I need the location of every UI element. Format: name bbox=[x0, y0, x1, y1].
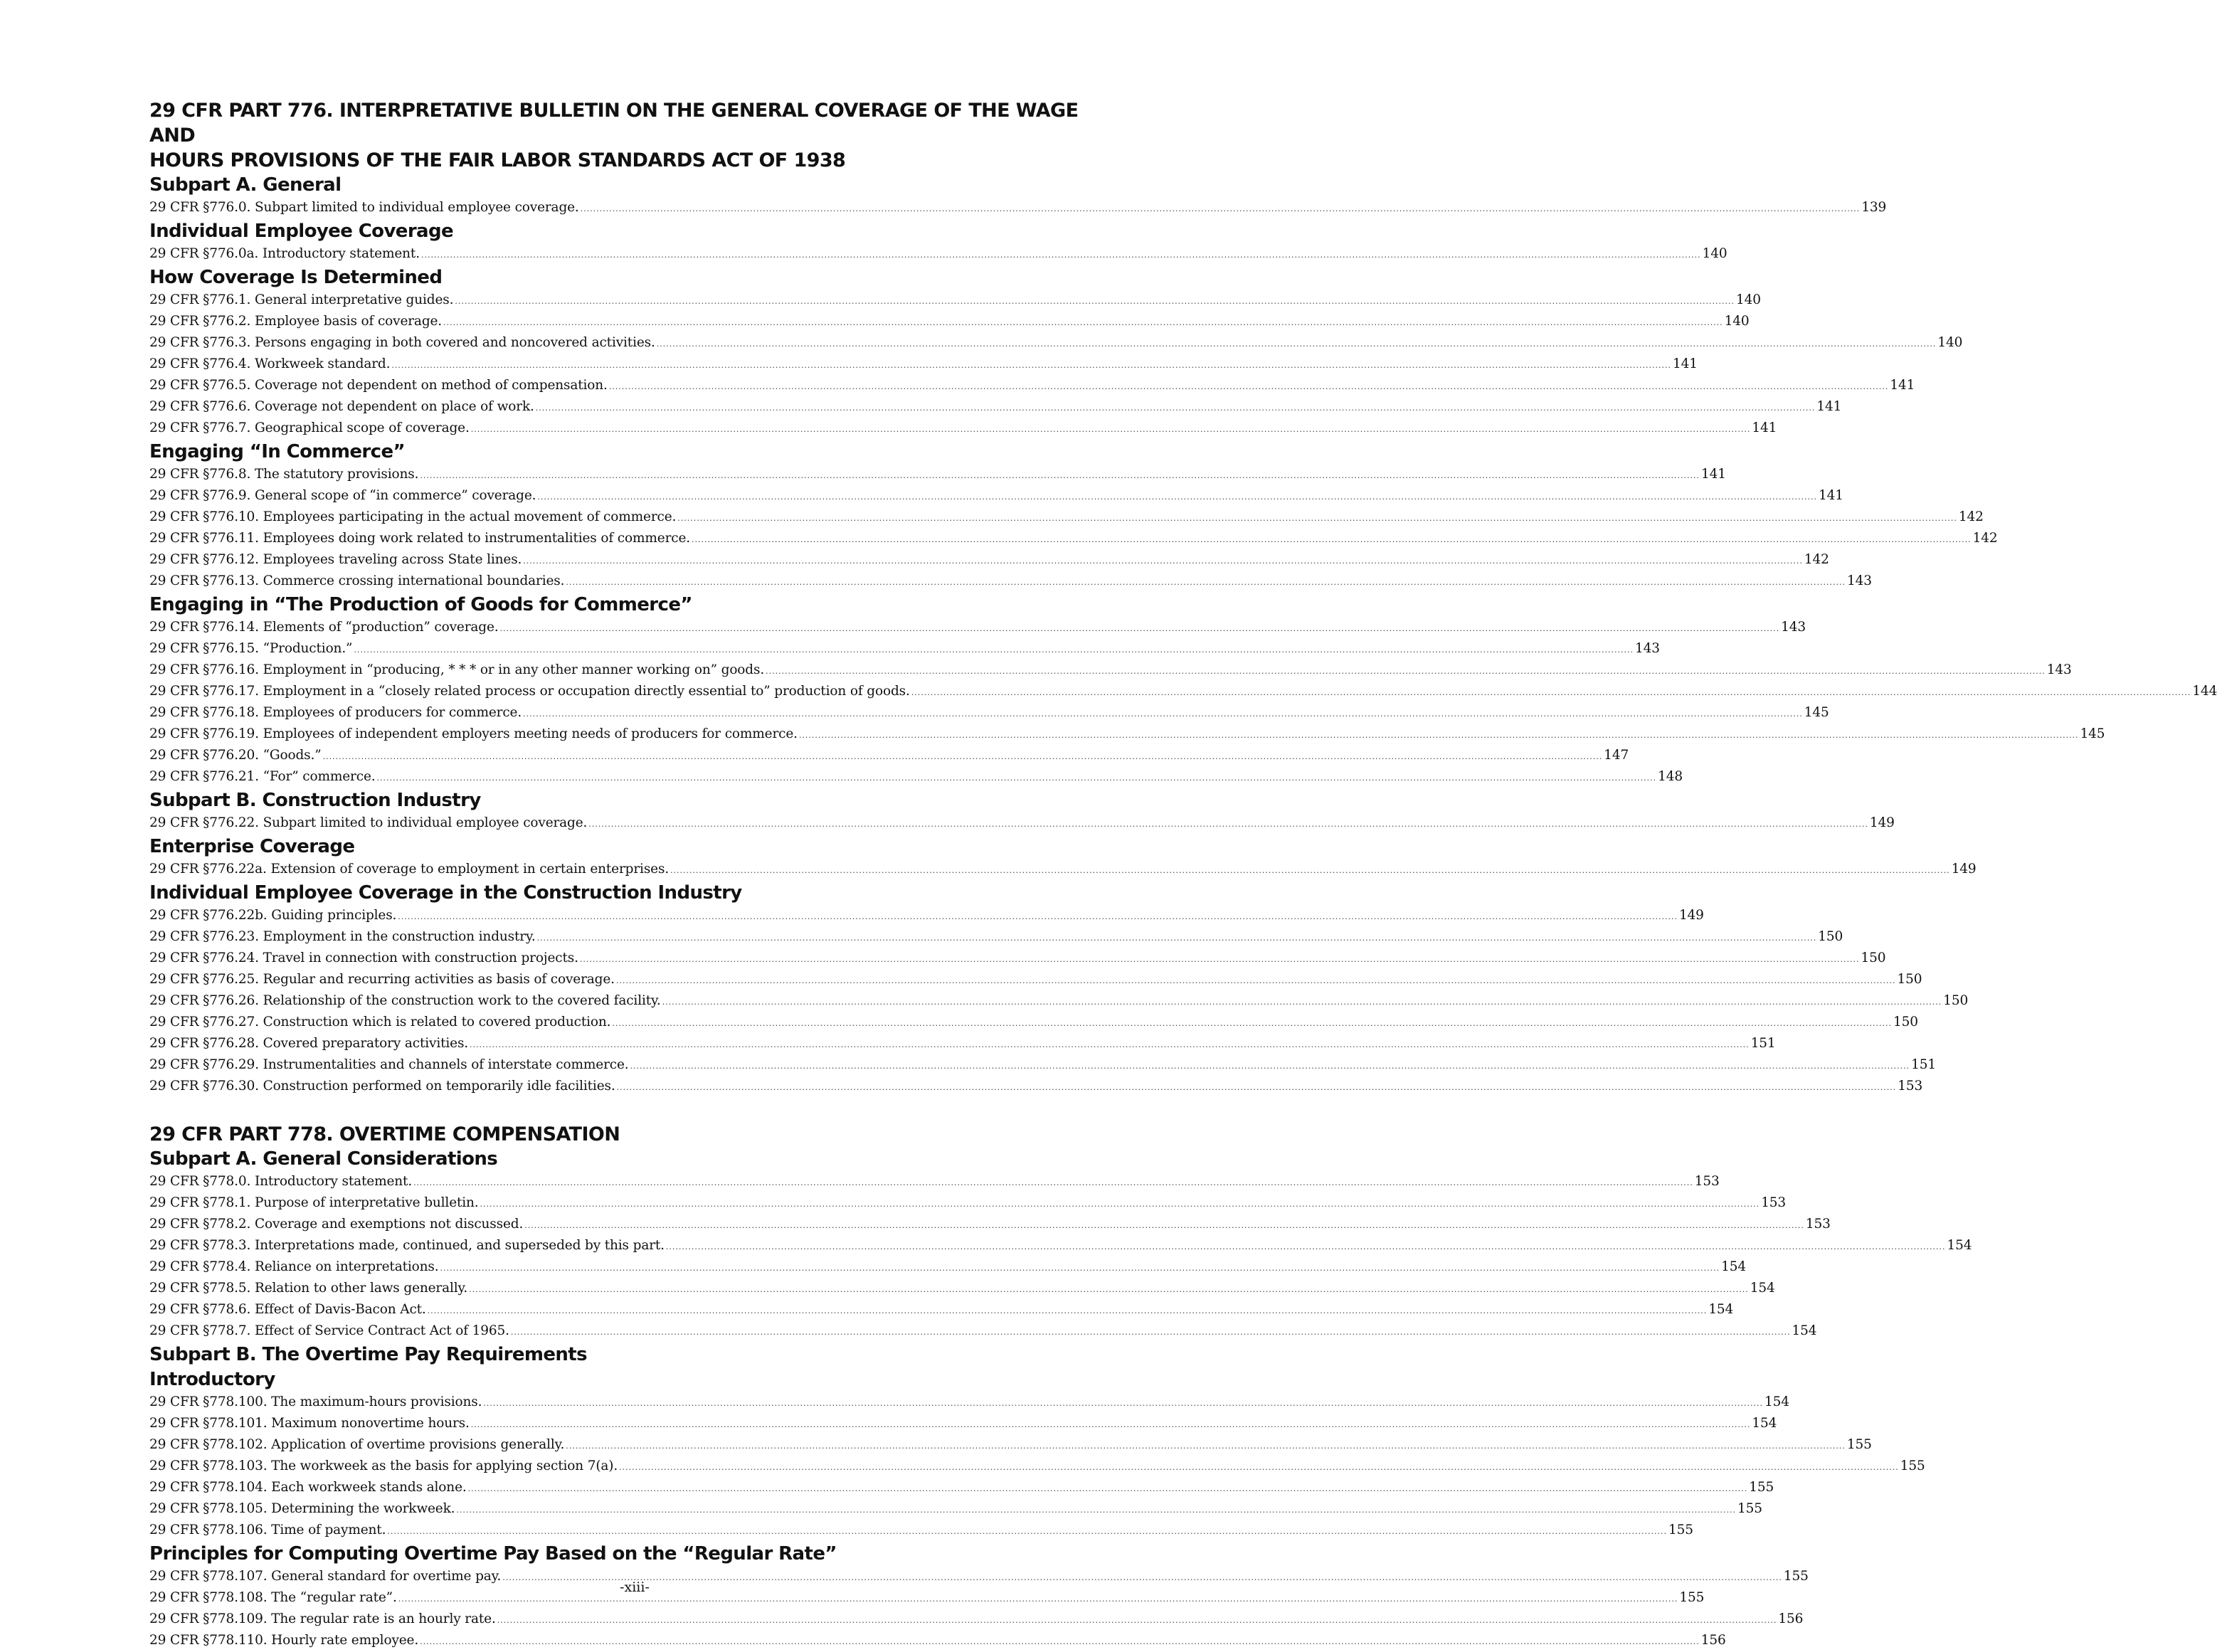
section-heading: Engaging “In Commerce” bbox=[149, 441, 405, 462]
dot-leader: ................................................................................................................................................................................................................................................................................................................................................................................................................ bbox=[502, 1573, 1782, 1582]
toc-entry-title: 29 CFR §776.4. Workweek standard. bbox=[149, 356, 391, 371]
toc-entry[interactable] bbox=[149, 1435, 1872, 1456]
toc-entry-title: 29 CFR §776.29. Instrumentalities and channels of interstate commerce. bbox=[149, 1057, 629, 1072]
toc-entry-title: 29 CFR §776.24. Travel in connection with construction projects. bbox=[149, 951, 578, 965]
toc-entry[interactable] bbox=[149, 1300, 1734, 1321]
toc-entry-page: 154 bbox=[1792, 1323, 1817, 1338]
dot-leader: ................................................................................................................................................................................................................................................................................................................................................................................................................ bbox=[566, 1441, 1846, 1451]
toc-entry-page: 155 bbox=[1679, 1590, 1705, 1605]
dot-leader: ................................................................................................................................................................................................................................................................................................................................................................................................................ bbox=[510, 1328, 1791, 1337]
toc-entry-title: 29 CFR §776.9. General scope of “in commerce” coverage. bbox=[149, 488, 536, 503]
toc-entry-page: 145 bbox=[2080, 726, 2105, 741]
toc-entry[interactable] bbox=[149, 1478, 1774, 1499]
toc-entry-title: 29 CFR §776.22a. Extension of coverage to employment in certain enterprises. bbox=[149, 862, 670, 877]
toc-entry-page: 154 bbox=[1947, 1238, 1972, 1253]
toc-entry-title: 29 CFR §776.14. Elements of “production” coverage. bbox=[149, 620, 499, 635]
toc-entry-title: 29 CFR §778.109. The regular rate is an hourly rate. bbox=[149, 1611, 496, 1626]
toc-entry[interactable] bbox=[149, 906, 1704, 927]
toc-entry-page: 140 bbox=[1937, 335, 1963, 350]
toc-entry[interactable] bbox=[149, 927, 1843, 948]
toc-entry-title: 29 CFR §776.17. Employment in a “closely related process or occupation directly essential to” production of goods. bbox=[149, 684, 910, 699]
toc-entry[interactable] bbox=[149, 639, 1660, 660]
toc-entry-page: 140 bbox=[1724, 314, 1750, 329]
toc-entry-page: 142 bbox=[1958, 509, 1984, 524]
toc-entry[interactable] bbox=[149, 1392, 1789, 1414]
dot-leader: ................................................................................................................................................................................................................................................................................................................................................................................................................ bbox=[470, 1040, 1750, 1049]
toc-entry-page: 155 bbox=[1668, 1523, 1693, 1537]
dot-leader: ................................................................................................................................................................................................................................................................................................................................................................................................................ bbox=[692, 535, 1972, 544]
dot-leader: ................................................................................................................................................................................................................................................................................................................................................................................................................ bbox=[427, 1306, 1708, 1315]
toc-entry-page: 149 bbox=[1678, 908, 1704, 923]
toc-entry-page: 139 bbox=[1861, 200, 1887, 215]
dot-leader: ................................................................................................................................................................................................................................................................................................................................................................................................................ bbox=[322, 752, 1603, 761]
toc-entry[interactable] bbox=[149, 767, 1683, 788]
dot-leader: ................................................................................................................................................................................................................................................................................................................................................................................................................ bbox=[656, 339, 1937, 349]
toc-entry-page: 150 bbox=[1893, 1015, 1918, 1029]
dot-leader: ................................................................................................................................................................................................................................................................................................................................................................................................................ bbox=[420, 250, 1701, 260]
toc-entry[interactable] bbox=[149, 1499, 1762, 1520]
toc-entry-page: 143 bbox=[1781, 620, 1806, 635]
toc-entry-page: 153 bbox=[1898, 1079, 1923, 1094]
dot-leader: ................................................................................................................................................................................................................................................................................................................................................................................................................ bbox=[612, 1019, 1892, 1028]
toc-entry[interactable] bbox=[149, 1321, 1817, 1343]
toc-entry-page: 148 bbox=[1658, 769, 1683, 784]
toc-entry[interactable] bbox=[149, 198, 1887, 219]
dot-leader: ................................................................................................................................................................................................................................................................................................................................................................................................................ bbox=[483, 1399, 1763, 1408]
toc-entry-title: 29 CFR §778.107. General standard for overtime pay. bbox=[149, 1569, 502, 1584]
toc-entry-page: 155 bbox=[1749, 1480, 1774, 1495]
toc-entry-title: 29 CFR §776.13. Commerce crossing international boundaries. bbox=[149, 573, 565, 588]
part-title-line: 29 CFR PART 778. OVERTIME COMPENSATION bbox=[149, 1123, 620, 1145]
toc-entry[interactable] bbox=[149, 244, 1727, 265]
toc-entry-page: 153 bbox=[1761, 1195, 1787, 1210]
toc-entry[interactable] bbox=[149, 571, 1872, 593]
section-heading: How Coverage Is Determined bbox=[149, 267, 443, 288]
dot-leader: ................................................................................................................................................................................................................................................................................................................................................................................................................ bbox=[662, 997, 1942, 1007]
toc-entry-page: 143 bbox=[2046, 662, 2072, 677]
dot-leader: ................................................................................................................................................................................................................................................................................................................................................................................................................ bbox=[354, 645, 1634, 655]
dot-leader: ................................................................................................................................................................................................................................................................................................................................................................................................................ bbox=[616, 1083, 1897, 1092]
dot-leader: ................................................................................................................................................................................................................................................................................................................................................................................................................ bbox=[455, 297, 1735, 306]
section-heading: Individual Employee Coverage in the Construction Industry bbox=[149, 882, 742, 904]
dot-leader: ................................................................................................................................................................................................................................................................................................................................................................................................................ bbox=[413, 1178, 1693, 1187]
toc-entry[interactable] bbox=[149, 948, 1886, 970]
toc-entry-page: 155 bbox=[1846, 1437, 1872, 1452]
toc-entry[interactable] bbox=[149, 970, 1922, 991]
toc-entry[interactable] bbox=[149, 397, 1842, 418]
dot-leader: ................................................................................................................................................................................................................................................................................................................................................................................................................ bbox=[467, 1484, 1748, 1493]
dot-leader: ................................................................................................................................................................................................................................................................................................................................................................................................................ bbox=[579, 955, 1860, 964]
toc-entry-page: 149 bbox=[1869, 815, 1895, 830]
dot-leader: ................................................................................................................................................................................................................................................................................................................................................................................................................ bbox=[524, 1221, 1804, 1230]
toc-entry[interactable] bbox=[149, 1012, 1918, 1034]
toc-entry[interactable] bbox=[149, 550, 1829, 571]
toc-entry-title: 29 CFR §778.101. Maximum nonovertime hours. bbox=[149, 1416, 470, 1431]
toc-entry-page: 142 bbox=[1972, 531, 1998, 546]
toc-entry-page: 149 bbox=[1951, 862, 1977, 877]
toc-entry[interactable] bbox=[149, 290, 1761, 312]
dot-leader: ................................................................................................................................................................................................................................................................................................................................................................................................................ bbox=[911, 688, 2191, 697]
toc-entry-page: 145 bbox=[1804, 705, 1829, 720]
dot-leader: ................................................................................................................................................................................................................................................................................................................................................................................................................ bbox=[391, 361, 1671, 370]
toc-entry-page: 154 bbox=[1721, 1259, 1746, 1274]
dot-leader: ................................................................................................................................................................................................................................................................................................................................................................................................................ bbox=[497, 1616, 1777, 1625]
toc-entry[interactable] bbox=[149, 682, 2217, 703]
toc-entry[interactable] bbox=[149, 1193, 1787, 1214]
toc-entry-title: 29 CFR §778.6. Effect of Davis-Bacon Act. bbox=[149, 1302, 426, 1317]
toc-entry-page: 141 bbox=[1701, 467, 1726, 482]
toc-entry[interactable] bbox=[149, 1055, 1937, 1076]
toc-entry[interactable] bbox=[149, 1257, 1746, 1278]
dot-leader: ................................................................................................................................................................................................................................................................................................................................................................................................................ bbox=[398, 912, 1678, 921]
dot-leader: ................................................................................................................................................................................................................................................................................................................................................................................................................ bbox=[440, 1264, 1720, 1273]
toc-entry-title: 29 CFR §778.103. The workweek as the basis for applying section 7(a). bbox=[149, 1458, 618, 1473]
dot-leader: ................................................................................................................................................................................................................................................................................................................................................................................................................ bbox=[398, 1594, 1678, 1604]
toc-entry-title: 29 CFR §778.106. Time of payment. bbox=[149, 1523, 386, 1537]
toc-entry[interactable] bbox=[149, 746, 1629, 767]
toc-entry-title: 29 CFR §776.11. Employees doing work related to instrumentalities of commerce. bbox=[149, 531, 690, 546]
toc-entry-title: 29 CFR §776.7. Geographical scope of coverage. bbox=[149, 420, 470, 435]
dot-leader: ................................................................................................................................................................................................................................................................................................................................................................................................................ bbox=[537, 492, 1818, 502]
dot-leader: ................................................................................................................................................................................................................................................................................................................................................................................................................ bbox=[798, 731, 2079, 740]
toc-entry-page: 151 bbox=[1750, 1036, 1776, 1051]
toc-entry-title: 29 CFR §776.10. Employees participating in the actual movement of commerce. bbox=[149, 509, 677, 524]
toc-entry-title: 29 CFR §776.2. Employee basis of coverage. bbox=[149, 314, 443, 329]
toc-entry-title: 29 CFR §778.2. Coverage and exemptions not discussed. bbox=[149, 1217, 524, 1232]
toc-entry[interactable] bbox=[149, 618, 1806, 639]
toc-entry[interactable] bbox=[149, 312, 1750, 333]
dot-leader: ................................................................................................................................................................................................................................................................................................................................................................................................................ bbox=[566, 578, 1846, 587]
toc-entry-page: 156 bbox=[1778, 1611, 1804, 1626]
dot-leader: ................................................................................................................................................................................................................................................................................................................................................................................................................ bbox=[470, 425, 1751, 434]
toc-entry-title: 29 CFR §776.21. “For” commerce. bbox=[149, 769, 376, 784]
dot-leader: ................................................................................................................................................................................................................................................................................................................................................................................................................ bbox=[480, 1200, 1760, 1209]
toc-entry[interactable] bbox=[149, 1609, 1804, 1631]
dot-leader: ................................................................................................................................................................................................................................................................................................................................................................................................................ bbox=[420, 1637, 1700, 1646]
toc-entry-title: 29 CFR §778.0. Introductory statement. bbox=[149, 1174, 413, 1189]
section-heading: Enterprise Coverage bbox=[149, 836, 355, 857]
toc-entry-title: 29 CFR §776.16. Employment in “producing, * * * or in any other manner working on” goods. bbox=[149, 662, 765, 677]
toc-entry-page: 143 bbox=[1635, 641, 1660, 656]
dot-leader: ................................................................................................................................................................................................................................................................................................................................................................................................................ bbox=[535, 403, 1816, 413]
toc-entry[interactable] bbox=[149, 418, 1777, 440]
toc-entry-title: 29 CFR §778.3. Interpretations made, continued, and superseded by this part. bbox=[149, 1238, 665, 1253]
toc-entry-page: 141 bbox=[1672, 356, 1698, 371]
toc-entry-page: 151 bbox=[1911, 1057, 1937, 1072]
toc-entry-title: 29 CFR §776.19. Employees of independent employers meeting needs of producers for commerce. bbox=[149, 726, 798, 741]
toc-entry-title: 29 CFR §778.104. Each workweek stands alone. bbox=[149, 1480, 467, 1495]
toc-entry[interactable] bbox=[149, 486, 1843, 507]
toc-entry[interactable] bbox=[149, 1456, 1925, 1478]
toc-entry-page: 141 bbox=[1752, 420, 1777, 435]
dot-leader: ................................................................................................................................................................................................................................................................................................................................................................................................................ bbox=[499, 624, 1780, 633]
toc-entry[interactable] bbox=[149, 1520, 1693, 1542]
toc-entry-title: 29 CFR §776.6. Coverage not dependent on place of work. bbox=[149, 399, 534, 414]
toc-entry-title: 29 CFR §776.1. General interpretative guides. bbox=[149, 292, 454, 307]
dot-leader: ................................................................................................................................................................................................................................................................................................................................................................................................................ bbox=[443, 318, 1723, 327]
dot-leader: ................................................................................................................................................................................................................................................................................................................................................................................................................ bbox=[588, 820, 1868, 829]
toc-entry-title: 29 CFR §776.3. Persons engaging in both covered and noncovered activities. bbox=[149, 335, 655, 350]
toc-entry-page: 156 bbox=[1700, 1633, 1726, 1648]
dot-leader: ................................................................................................................................................................................................................................................................................................................................................................................................................ bbox=[766, 667, 2046, 676]
toc-entry-title: 29 CFR §776.12. Employees traveling across State lines. bbox=[149, 552, 522, 567]
section-heading: Subpart A. General bbox=[149, 174, 342, 196]
toc-entry-page: 140 bbox=[1702, 246, 1727, 261]
dot-leader: ................................................................................................................................................................................................................................................................................................................................................................................................................ bbox=[630, 1061, 1910, 1071]
dot-leader: ................................................................................................................................................................................................................................................................................................................................................................................................................ bbox=[420, 471, 1700, 480]
toc-entry[interactable] bbox=[149, 1172, 1720, 1193]
dot-leader: ................................................................................................................................................................................................................................................................................................................................................................................................................ bbox=[523, 709, 1803, 719]
toc-entry-title: 29 CFR §778.1. Purpose of interpretative bulletin. bbox=[149, 1195, 479, 1210]
toc-entry-title: 29 CFR §778.5. Relation to other laws generally. bbox=[149, 1281, 468, 1296]
section-heading: Individual Employee Coverage bbox=[149, 221, 454, 242]
toc-entry-page: 140 bbox=[1735, 292, 1761, 307]
toc-entry[interactable] bbox=[149, 507, 1984, 529]
toc-entry[interactable] bbox=[149, 1278, 1775, 1300]
toc-entry[interactable] bbox=[149, 354, 1698, 376]
dot-leader: ................................................................................................................................................................................................................................................................................................................................................................................................................ bbox=[376, 773, 1657, 783]
toc-entry-page: 154 bbox=[1750, 1281, 1775, 1296]
dot-leader: ................................................................................................................................................................................................................................................................................................................................................................................................................ bbox=[677, 514, 1957, 523]
toc-entry-page: 150 bbox=[1897, 972, 1922, 987]
toc-entry-page: 155 bbox=[1737, 1501, 1762, 1516]
toc-entry-page: 154 bbox=[1708, 1302, 1734, 1317]
section-heading: Engaging in “The Production of Goods for Commerce” bbox=[149, 594, 692, 615]
toc-entry[interactable] bbox=[149, 1631, 1726, 1652]
dot-leader: ................................................................................................................................................................................................................................................................................................................................................................................................................ bbox=[470, 1420, 1751, 1429]
toc-entry-title: 29 CFR §776.0. Subpart limited to individual employee coverage. bbox=[149, 200, 579, 215]
toc-entry-page: 143 bbox=[1847, 573, 1872, 588]
toc-entry[interactable] bbox=[149, 1414, 1777, 1435]
toc-entry-title: 29 CFR §778.105. Determining the workweek. bbox=[149, 1501, 455, 1516]
dot-leader: ................................................................................................................................................................................................................................................................................................................................................................................................................ bbox=[469, 1285, 1749, 1294]
toc-entry-page: 154 bbox=[1752, 1416, 1777, 1431]
dot-leader: ................................................................................................................................................................................................................................................................................................................................................................................................................ bbox=[387, 1527, 1667, 1536]
dot-leader: ................................................................................................................................................................................................................................................................................................................................................................................................................ bbox=[536, 933, 1817, 943]
dot-leader: ................................................................................................................................................................................................................................................................................................................................................................................................................ bbox=[608, 382, 1889, 391]
toc-entry[interactable] bbox=[149, 724, 2105, 746]
section-heading: Subpart B. The Overtime Pay Requirements bbox=[149, 1344, 587, 1365]
part-title-line: 29 CFR PART 776. INTERPRETATIVE BULLETIN ON THE GENERAL COVERAGE OF THE WAGE AND bbox=[149, 100, 1079, 147]
toc-entry[interactable] bbox=[149, 1034, 1776, 1055]
table-of-contents bbox=[149, 98, 2217, 1652]
toc-entry-page: 150 bbox=[1943, 993, 1969, 1008]
toc-entry-page: 150 bbox=[1818, 929, 1843, 944]
section-heading: Introductory bbox=[149, 1369, 275, 1390]
toc-entry-title: 29 CFR §776.23. Employment in the construction industry. bbox=[149, 929, 536, 944]
toc-entry-title: 29 CFR §776.18. Employees of producers for commerce. bbox=[149, 705, 522, 720]
section-heading: Subpart A. General Considerations bbox=[149, 1148, 498, 1170]
toc-entry-title: 29 CFR §778.110. Hourly rate employee. bbox=[149, 1633, 419, 1648]
toc-entry-title: 29 CFR §776.5. Coverage not dependent on method of compensation. bbox=[149, 378, 608, 393]
toc-entry-title: 29 CFR §778.4. Reliance on interpretations. bbox=[149, 1259, 439, 1274]
toc-entry-title: 29 CFR §776.22. Subpart limited to individual employee coverage. bbox=[149, 815, 588, 830]
toc-entry[interactable] bbox=[149, 859, 1977, 881]
toc-entry[interactable] bbox=[149, 660, 2072, 682]
toc-entry-title: 29 CFR §776.25. Regular and recurring activities as basis of coverage. bbox=[149, 972, 615, 987]
dot-leader: ................................................................................................................................................................................................................................................................................................................................................................................................................ bbox=[523, 556, 1803, 566]
toc-entry-title: 29 CFR §778.102. Application of overtime provisions generally. bbox=[149, 1437, 565, 1452]
toc-entry[interactable] bbox=[149, 813, 1895, 835]
toc-entry[interactable] bbox=[149, 1214, 1831, 1236]
toc-entry-title: 29 CFR §776.27. Construction which is related to covered production. bbox=[149, 1015, 611, 1029]
toc-entry-page: 154 bbox=[1764, 1394, 1789, 1409]
toc-entry-page: 142 bbox=[1804, 552, 1829, 567]
toc-entry[interactable] bbox=[149, 465, 1726, 486]
section-heading: Principles for Computing Overtime Pay Based on the “Regular Rate” bbox=[149, 1543, 837, 1564]
toc-entry-title: 29 CFR §776.22b. Guiding principles. bbox=[149, 908, 397, 923]
toc-entry[interactable] bbox=[149, 1076, 1923, 1098]
toc-entry-title: 29 CFR §778.7. Effect of Service Contract Act of 1965. bbox=[149, 1323, 509, 1338]
toc-entry[interactable] bbox=[149, 529, 1998, 550]
toc-entry-title: 29 CFR §776.20. “Goods.” bbox=[149, 748, 322, 763]
toc-entry-title: 29 CFR §776.8. The statutory provisions. bbox=[149, 467, 419, 482]
toc-entry-page: 150 bbox=[1861, 951, 1886, 965]
toc-entry-title: 29 CFR §776.0a. Introductory statement. bbox=[149, 246, 420, 261]
toc-entry-title: 29 CFR §776.15. “Production.” bbox=[149, 641, 353, 656]
toc-entry-page: 153 bbox=[1805, 1217, 1831, 1232]
toc-entry-title: 29 CFR §776.30. Construction performed on temporarily idle facilities. bbox=[149, 1079, 615, 1094]
toc-entry-title: 29 CFR §778.108. The “regular rate”. bbox=[149, 1590, 397, 1605]
part-block bbox=[149, 1122, 1972, 1652]
part-title-line: HOURS PROVISIONS OF THE FAIR LABOR STANDARDS ACT OF 1938 bbox=[149, 149, 846, 171]
toc-entry-page: 141 bbox=[1819, 488, 1843, 503]
toc-entry[interactable] bbox=[149, 703, 1829, 724]
part-block bbox=[149, 98, 2217, 1098]
toc-entry-page: 141 bbox=[1816, 399, 1842, 414]
toc-entry-title: 29 CFR §776.26. Relationship of the construction work to the covered facility. bbox=[149, 993, 661, 1008]
page-number: -xiii- bbox=[620, 1579, 650, 1595]
dot-leader: ................................................................................................................................................................................................................................................................................................................................................................................................................ bbox=[580, 204, 1861, 213]
toc-entry-page: 155 bbox=[1900, 1458, 1925, 1473]
toc-entry-page: 141 bbox=[1890, 378, 1915, 393]
toc-entry[interactable] bbox=[149, 376, 1915, 397]
toc-entry[interactable] bbox=[149, 1236, 1972, 1257]
toc-entry-title: 29 CFR §776.28. Covered preparatory activities. bbox=[149, 1036, 469, 1051]
dot-leader: ................................................................................................................................................................................................................................................................................................................................................................................................................ bbox=[619, 1463, 1899, 1472]
dot-leader: ................................................................................................................................................................................................................................................................................................................................................................................................................ bbox=[615, 976, 1896, 985]
dot-leader: ................................................................................................................................................................................................................................................................................................................................................................................................................ bbox=[665, 1242, 1946, 1251]
toc-entry-title: 29 CFR §778.100. The maximum-hours provisions. bbox=[149, 1394, 482, 1409]
dot-leader: ................................................................................................................................................................................................................................................................................................................................................................................................................ bbox=[670, 866, 1950, 875]
toc-entry-page: 147 bbox=[1604, 748, 1629, 763]
dot-leader: ................................................................................................................................................................................................................................................................................................................................................................................................................ bbox=[456, 1505, 1737, 1515]
toc-entry[interactable] bbox=[149, 333, 1963, 354]
toc-entry-page: 153 bbox=[1694, 1174, 1720, 1189]
section-heading: Subpart B. Construction Industry bbox=[149, 790, 481, 811]
toc-entry[interactable] bbox=[149, 991, 1969, 1012]
toc-entry-page: 144 bbox=[2192, 684, 2217, 699]
toc-entry-page: 155 bbox=[1783, 1569, 1809, 1584]
